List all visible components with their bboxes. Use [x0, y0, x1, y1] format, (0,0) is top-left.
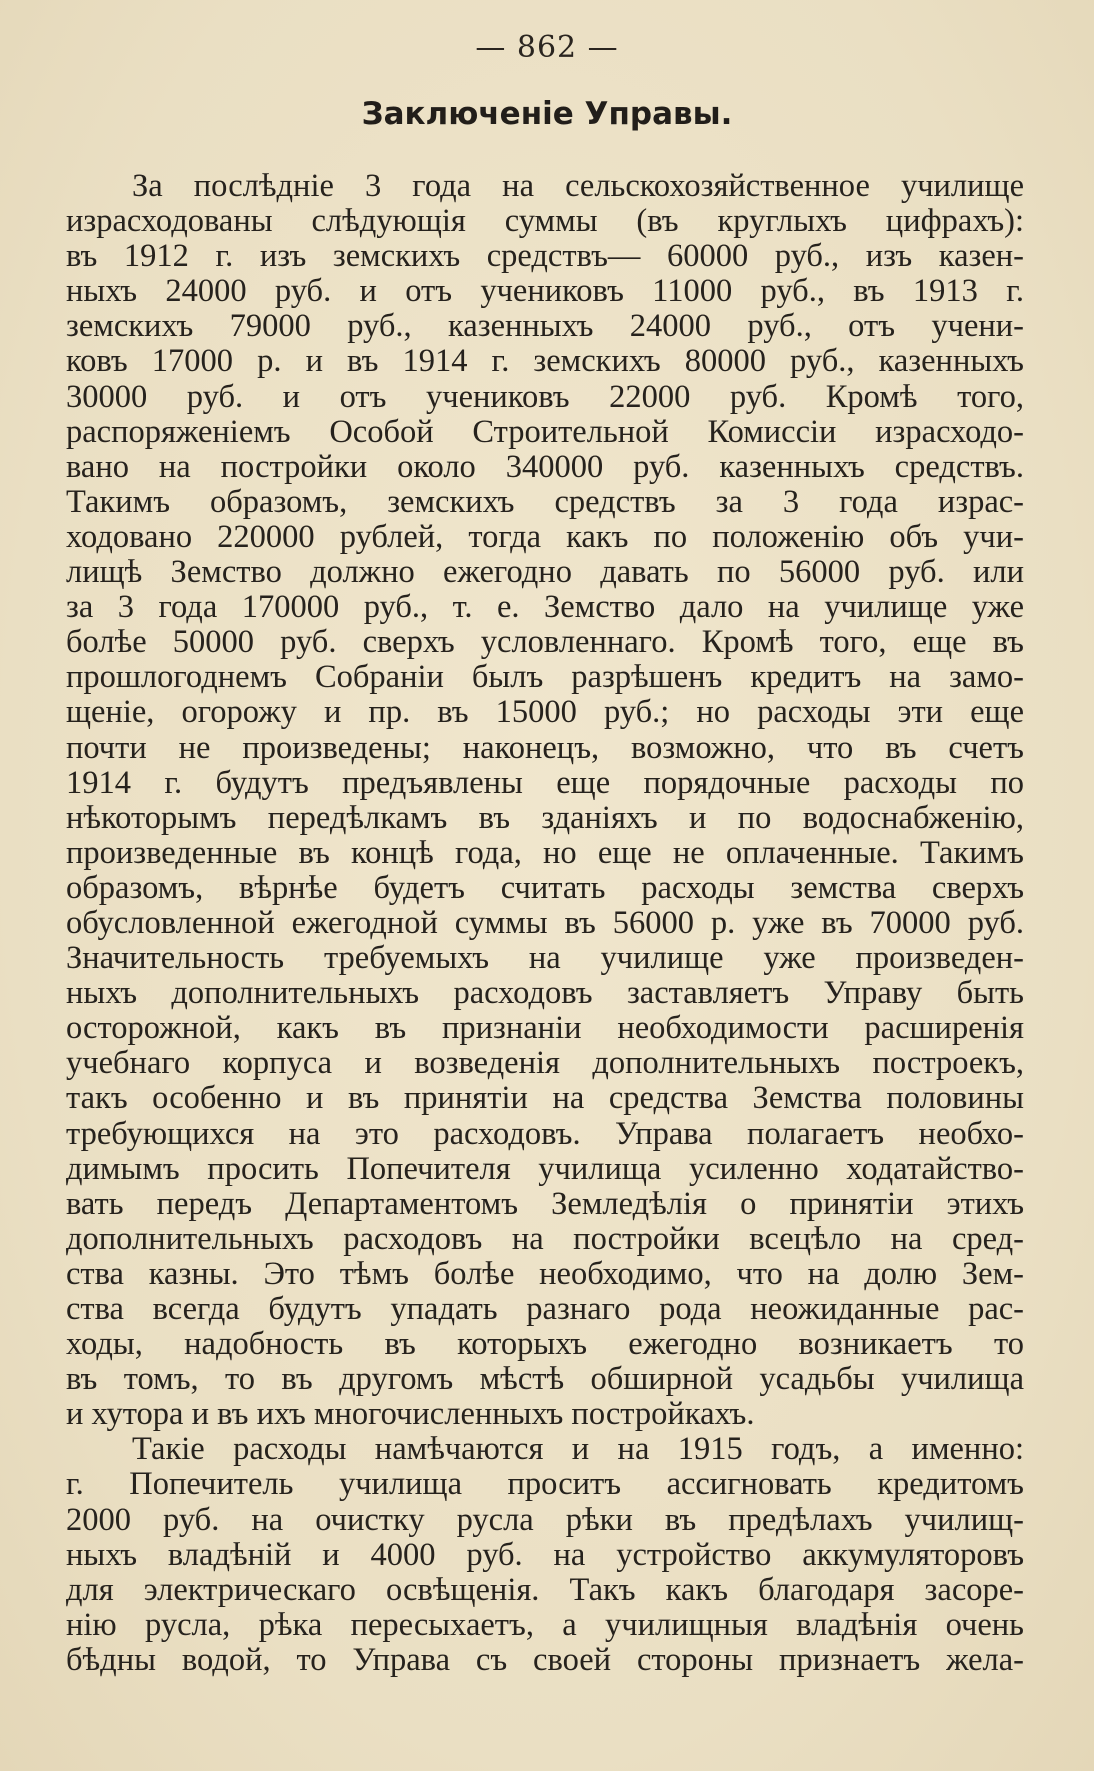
body-text — [66, 169, 1024, 1678]
text-line: учебнаго корпуса и возведенія дополнительныхъ построекъ, — [66, 1046, 1024, 1082]
text-line: распоряженіемъ Особой Строительной Комиссіи израсходо- — [66, 414, 1024, 450]
text-line: почти не произведены; наконецъ, возможно, что въ счетъ — [66, 730, 1024, 766]
text-line: земскихъ 79000 руб., казенныхъ 24000 руб., отъ учени- — [66, 309, 1024, 345]
text-line: такъ особенно и въ принятіи на средства Земства половины — [66, 1081, 1024, 1117]
text-line: дополнительныхъ расходовъ на постройки всецѣло на сред- — [66, 1221, 1024, 1257]
text-line: За послѣдніе 3 года на сельскохозяйственное училище — [132, 169, 1024, 204]
text-line: ства казны. Это тѣмъ болѣе необходимо, что на долю Зем- — [66, 1256, 1024, 1292]
text-line: димымъ просить Попечителя училища усиленно ходатайство- — [66, 1151, 1024, 1187]
text-line: для электрическаго освѣщенія. Такъ какъ благодаря засоре- — [66, 1572, 1024, 1608]
text-line: ныхъ дополнительныхъ расходовъ заставляетъ Управу быть — [66, 976, 1024, 1012]
text-line: обусловленной ежегодной суммы въ 56000 р. уже въ 70000 руб. — [66, 905, 1024, 941]
text-line: нію русла, рѣка пересыхаетъ, а училищныя владѣнія очень — [66, 1607, 1024, 1643]
text-line: бѣдны водой, то Управа съ своей стороны признаетъ жела- — [66, 1642, 1024, 1678]
text-line: щеніе, огорожу и пр. въ 15000 руб.; но расходы эти еще — [66, 695, 1024, 731]
text-line: вать передъ Департаментомъ Земледѣлія о принятіи этихъ — [66, 1186, 1024, 1222]
text-line: въ томъ, то въ другомъ мѣстѣ обширной усадьбы училища — [66, 1362, 1024, 1398]
text-line: ства всегда будутъ упадать разнаго рода неожиданные рас- — [66, 1292, 1024, 1327]
text-line: ныхъ владѣній и 4000 руб. на устройство аккумуляторовъ — [66, 1537, 1024, 1573]
text-line: 30000 руб. и отъ учениковъ 22000 руб. Кромѣ того, — [66, 379, 1024, 415]
text-line: лищѣ Земство должно ежегодно давать по 56000 руб. или — [66, 555, 1024, 591]
text-line: болѣе 50000 руб. сверхъ условленнаго. Кромѣ того, еще въ — [66, 625, 1024, 661]
text-line: осторожной, какъ въ признаніи необходимости расширенія — [66, 1011, 1024, 1047]
text-line: израсходованы слѣдующія суммы (въ круглыхъ цифрахъ): — [66, 204, 1024, 240]
text-line: и хутора и въ ихъ многочисленныхъ постройкахъ. — [66, 1397, 755, 1433]
text-line: Значительность требуемыхъ на училище уже произведен- — [66, 941, 1024, 977]
text-line: Такіе расходы намѣчаются и на 1915 годъ, а именно: — [132, 1432, 1024, 1468]
text-line: вано на постройки около 340000 руб. казенныхъ средствъ. — [66, 449, 1024, 485]
text-line: произведенные въ концѣ года, но еще не оплаченные. Такимъ — [66, 835, 1024, 871]
text-line: требующихся на это расходовъ. Управа полагаетъ необхо- — [66, 1116, 1024, 1152]
text-line: г. Попечитель училища проситъ ассигновать кредитомъ — [66, 1467, 1024, 1503]
text-line: нѣкоторымъ передѣлкамъ въ зданіяхъ и по водоснабженію, — [66, 800, 1024, 836]
text-line: образомъ, вѣрнѣе будетъ считать расходы земства сверхъ — [66, 870, 1024, 906]
text-line: за 3 года 170000 руб., т. е. Земство дало на училище уже — [66, 590, 1024, 626]
page-number: — 862 — — [475, 30, 619, 65]
text-line: 1914 г. будутъ предъявлены еще порядочные расходы по — [66, 765, 1024, 801]
text-line: въ 1912 г. изъ земскихъ средствъ— 60000 руб., изъ казен- — [66, 239, 1024, 275]
section-title: Заключеніе Управы. — [361, 96, 733, 132]
text-line: ныхъ 24000 руб. и отъ учениковъ 11000 руб., въ 1913 г. — [66, 274, 1024, 310]
text-line: ходовано 220000 рублей, тогда какъ по положенію объ учи- — [66, 519, 1024, 555]
text-line: ковъ 17000 р. и въ 1914 г. земскихъ 80000 руб., казенныхъ — [66, 344, 1024, 380]
text-line: ходы, надобность въ которыхъ ежегодно возникаетъ то — [66, 1327, 1024, 1363]
text-line: Такимъ образомъ, земскихъ средствъ за 3 года израс- — [66, 484, 1024, 520]
text-line: 2000 руб. на очистку русла рѣки въ предѣлахъ училищ- — [66, 1502, 1024, 1538]
text-line: прошлогоднемъ Собраніи былъ разрѣшенъ кредитъ на замо- — [66, 660, 1024, 696]
